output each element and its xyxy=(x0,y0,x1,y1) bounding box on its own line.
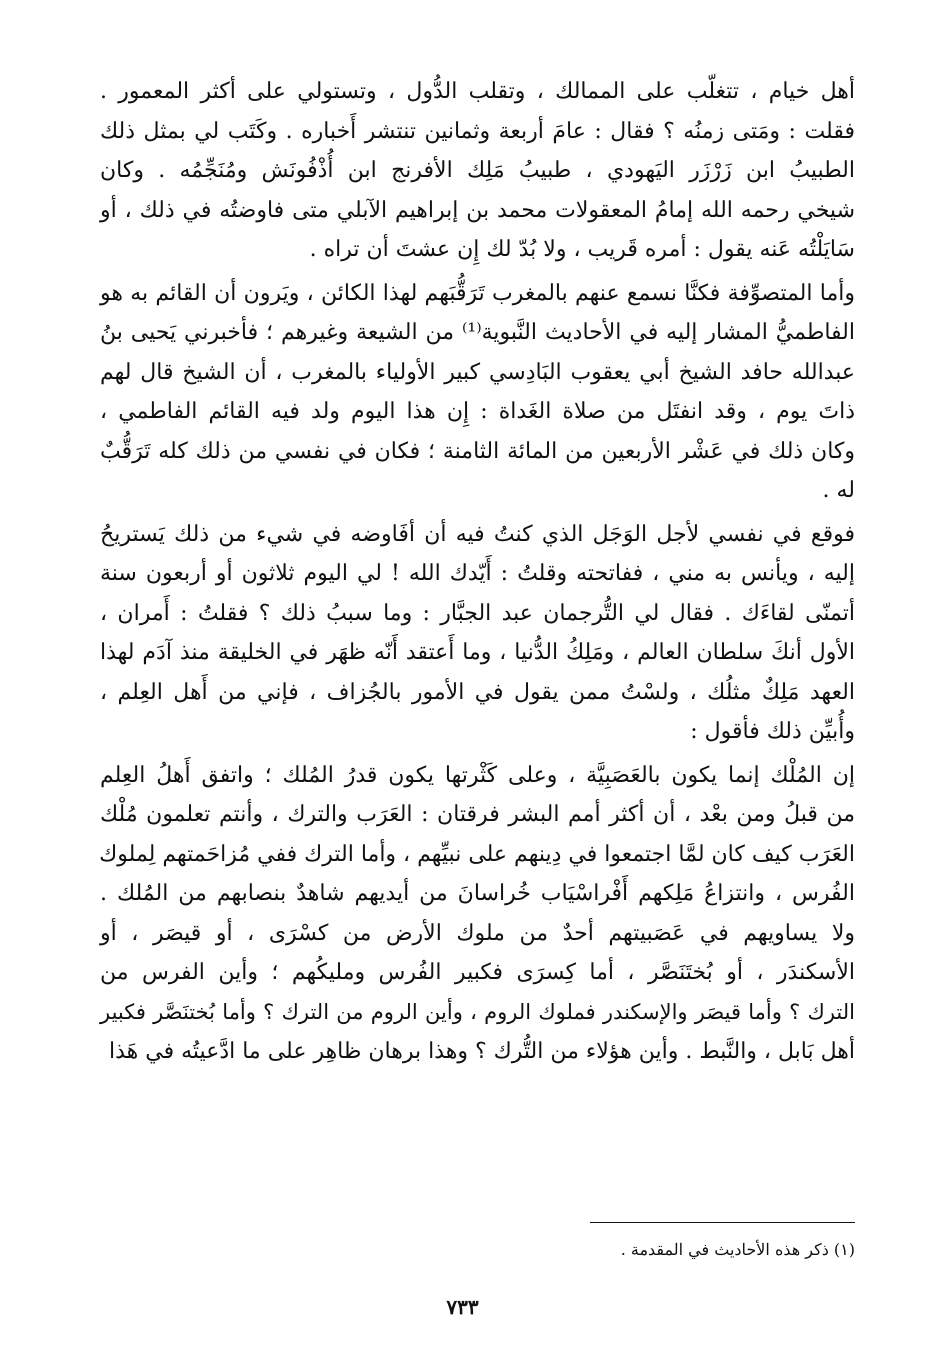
text-line: وأما المتصوِّفة فكنَّا نسمع عنهم بالمغرب تَرَقُّبَهم لهذا الكائن ، ويَرون أن القائم به هو xyxy=(100,280,855,306)
text-line: أهل بَابل ، والنَّبط . وأين هؤلاء من التُّرك ؟ وهذا برهان ظاهِر على ما ادَّعيتُه في هَذا xyxy=(109,1039,855,1064)
paragraph xyxy=(100,756,855,1072)
text-line: عبدالله حافد الشيخ أبي يعقوب البَادِسي كبير الأولياء بالمغرب ، أن الشيخ قال لهم xyxy=(100,359,855,385)
page-number: ٧٣٣ xyxy=(446,1295,479,1319)
text-line: وأُبيِّن ذلك فأقول : xyxy=(690,719,855,744)
text-line: أتمنّى لقاءَك . فقال لي التُّرجمان عبد الجبَّار : وما سببُ ذلك ؟ فقلتُ : أَمران ، xyxy=(100,600,855,626)
text-line: العَرَب كيف كان لمَّا اجتمعوا في دِينهم على نبيِّهم ، وأما الترك ففي مُزاحَمتهم لِملوك xyxy=(99,841,855,867)
text-line: العهد مَلِكٌ مثلُك ، ولسْتُ ممن يقول في الأمور بالجُزاف ، فإني من أَهل العِلم ، xyxy=(100,679,855,705)
text-line: الطبيبُ ابن زَرْزَر اليَهودي ، طبيبُ مَلِك الأفرنج ابن أُذْفُونَش ومُنَجِّمُه . وكان xyxy=(100,158,855,183)
text-line: الترك ؟ وأما قيصَر والإسكندر فملوك الروم ، وأين الروم من الترك ؟ وأما بُختنَصَّر فكبير xyxy=(100,999,855,1024)
text-line: فوقع في نفسي لأجل الوَجَل الذي كنتُ فيه أن أفَاوضه في شيء من ذلك يَستريحُ xyxy=(100,521,855,547)
text-line: من قبلُ ومن بعْد ، أن أكثر أمم البشر فرقتان : العَرَب والترك ، وأنتم تعلمون مُلْك xyxy=(100,802,855,827)
text-line: فقلت : ومَتى زمنُه ؟ فقال : عامَ أربعة وثمانين تنتشر أَخباره . وكَتَب لي بمثل ذلك xyxy=(100,118,855,144)
text-line: له . xyxy=(822,478,855,503)
text-line: الأول أنكَ سلطان العالم ، ومَلِكُ الدُّنيا ، وما أَعتقد أَنّه ظهَر في الخليقة منذ آدَم لهذا xyxy=(100,640,855,665)
paragraph xyxy=(100,72,855,270)
text-line: سَايَلْتُه عَنه يقول : أمره قَريب ، ولا بُدّ لك إِن عشتَ أن تراه . xyxy=(309,237,855,262)
text-line: ولا يساويهم في عَصَبيتهم أحدٌ من ملوك الأرض من كسْرَى ، أو قيصَر ، أو xyxy=(100,920,855,946)
text-line: أهل خيام ، تتغلّب على الممالك ، وتقلب الدُّول ، وتستولي على أكثر المعمور . xyxy=(100,79,855,104)
footnote-separator xyxy=(590,1222,855,1223)
text-line: إليه ، ويأنس به مني ، ففاتحته وقلتُ : أَيّدك الله ! لي اليوم ثلاثون أو أربعون سنة xyxy=(100,561,855,586)
text-line: شيخي رحمه الله إمامُ المعقولات محمد بن إبراهيم الآبلي متى فاوضتُه في ذلك ، أو xyxy=(100,197,855,223)
footnote: (١) ذكر هذه الأحاديث في المقدمة . xyxy=(620,1240,855,1259)
text-line: الفاطميُّ المشار إليه في الأحاديث النَّبوية⁽¹⁾ من الشيعة وغيرهم ؛ فأخبرني يَحيى بنُ xyxy=(100,320,855,345)
text-line: الفُرس ، وانتزاعُ مَلِكهم أَفْراسْيَاب خُراسانَ من أيديهم شاهدٌ بنصابهم من المُلك . xyxy=(100,881,855,906)
paragraph xyxy=(100,515,855,752)
text-line: الأسكندَر ، أو بُختَنَصَّر ، أما كِسرَى فكبير الفُرس ومليكُهم ؛ وأين الفرس من xyxy=(100,960,855,985)
text-line: إن المُلْك إنما يكون بالعَصَبِيَّة ، وعلى كَثْرتها يكون قدرُ المُلك ؛ واتفق أَهلُ العِلم xyxy=(100,762,855,788)
text-line: ذاتَ يوم ، وقد انفتَل من صلاة الغَداة : إِن هذا اليوم ولد فيه القائم الفاطمي ، xyxy=(100,399,855,424)
paragraph xyxy=(100,274,855,511)
text-line: وكان ذلك في عَشْر الأربعين من المائة الثامنة ؛ فكان في نفسي من ذلك كله تَرَقُّبٌ xyxy=(100,438,855,464)
body-text xyxy=(100,72,855,1076)
